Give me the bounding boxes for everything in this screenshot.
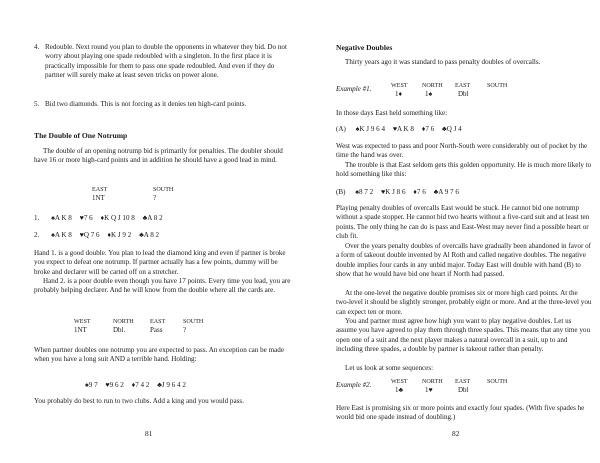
hand-2 <box>34 231 165 239</box>
auction-bid: ? <box>183 326 187 334</box>
diamonds-holding: ♦7 4 2 <box>131 381 150 389</box>
clubs-holding: ♣J 9 6 4 2 <box>157 381 186 389</box>
paragraph: Playing penalty doubles of overcalls East would be stuck. He cannot bid one notrump without a spade stopper. He cannot bid two hearts without a five-card suit and at least ten points. The only thing he can do is pass and East-West may never find a possible heart or club fit. <box>336 204 590 241</box>
spades-holding: ♠A K 8 <box>51 214 72 222</box>
item-number: 4. <box>34 43 40 51</box>
paragraph: You probably do best to run to two clubs. Add a king and you would pass. <box>34 397 244 405</box>
auction-header: SOUTH <box>183 319 204 325</box>
auction-header: SOUTH <box>153 187 174 193</box>
auction-table <box>300 378 600 398</box>
right-page <box>300 0 600 463</box>
paragraph: Here East is promising six or more points and exactly four spades. (With five spades he would bid one spade instead of doubling.) <box>336 404 585 422</box>
auction-header: SOUTH <box>487 379 508 385</box>
hand-3 <box>85 381 192 389</box>
auction-table <box>300 82 600 102</box>
clubs-holding: ♣A 8 2 <box>139 231 160 239</box>
section-heading: The Double of One Notrump <box>34 131 128 140</box>
spades-holding: ♠9 7 <box>85 381 98 389</box>
auction-bid: 1♦ <box>395 90 403 98</box>
paragraph: When partner doubles one notrump you are expected to pass. An exception can be made when you have a long suit AND a terrible hand. Holding: <box>34 346 284 364</box>
paragraph: Thirty years ago it was standard to pass penalty doubles of overcalls. <box>345 58 541 66</box>
section-heading: Negative Doubles <box>336 43 393 52</box>
auction-header: SOUTH <box>487 83 508 89</box>
auction-bid: 1NT <box>74 326 87 334</box>
spades-holding: ♠8 7 2 <box>355 188 374 196</box>
hand-label: (A) <box>336 125 346 133</box>
auction-header: NORTH <box>422 379 443 385</box>
paragraph: Hand 2. is a poor double even though you have 17 points. Every time you lead, you are probably helping declarer. And he will know from the double where all the cards are. <box>34 277 291 295</box>
hand-1 <box>34 214 169 222</box>
paragraph: The double of an opening notrump bid is primarily for penalties. The doubler should have 16 or more high-card points and in addition he should have a good lead in mind. <box>34 147 283 165</box>
auction-bid: Dbl <box>458 90 469 98</box>
auction-bid: 1♠ <box>425 90 433 98</box>
auction-header: EAST <box>150 319 166 325</box>
paragraph: Over the years penalty doubles of overcalls have gradually been abandoned in favor of a form of takeout double invented by Al Roth and called negative doubles. The negative double implies four cards in any unbid major. Today East will double with hand (B) to show that he would have bid one heart if North had passed. <box>336 242 592 279</box>
hearts-holding: ♥9 6 2 <box>105 381 124 389</box>
clubs-holding: ♣A 9 7 6 <box>433 188 459 196</box>
paragraph: West was expected to pass and poor North-South were considerably out of pocket by the time the hand was over. <box>336 142 588 160</box>
item-text: Bid two diamonds. This is not forcing as it denies ten high-card points. <box>45 100 247 108</box>
paragraph: Let us look at some sequences: <box>345 364 434 372</box>
spades-holding: ♠A K 8 <box>51 231 72 239</box>
page-number: 82 <box>452 429 460 438</box>
example-label: Example #1. <box>336 85 372 93</box>
auction-table <box>0 318 300 338</box>
auction-bid: 1♥ <box>425 386 433 394</box>
auction-bid: Pass <box>150 326 163 334</box>
diamonds-holding: ♦K J 9 2 <box>107 231 132 239</box>
hand-label: (B) <box>336 188 346 196</box>
hand-b <box>336 188 465 196</box>
auction-header: WEST <box>391 83 408 89</box>
paragraph: The trouble is that East seldom gets this golden opportunity. He is much more likely to hold something like this: <box>336 161 592 179</box>
paragraph: In those days East held something like: <box>336 109 448 117</box>
example-label: Example #2. <box>336 381 372 389</box>
auction-header: EAST <box>455 83 471 89</box>
hearts-holding: ♥7 6 <box>79 214 93 222</box>
hearts-holding: ♥A K 8 <box>392 125 414 133</box>
hearts-holding: ♥K J 8 6 <box>381 188 406 196</box>
diamonds-holding: ♦7 6 <box>421 125 435 133</box>
auction-header: NORTH <box>422 83 443 89</box>
auction-header: EAST <box>455 379 471 385</box>
item-text: Redouble. Next round you plan to double the opponents in whatever they bid. Do not worry about playing one spade redoubled with a singleton. In the first place it is practically impossible for them to pass one spade redoubled. And even if they do partner will surely make at least seven tricks on power alone. <box>45 43 287 80</box>
diamonds-holding: ♦7 6 <box>413 188 426 196</box>
auction-bid: Dbl. <box>113 326 126 334</box>
paragraph: You and partner must agree how high you want to play negative doubles. Let us assume you have agreed to play them through three spades. This means that any time you open one of a suit and the next player makes a natural overcall in a suit, up to and including three spades, a double by partner is takeout rather than penalty. <box>336 317 590 354</box>
paragraph: Hand 1. is a good double. You plan to lead the diamond king and even if partner is broke you expect to defeat one notrump. If partner actually has a few points, dummy will be broke and declarer will be carted off on a stretcher. <box>34 249 286 276</box>
hand-label: 2. <box>34 231 40 239</box>
auction-bid: 1♣ <box>395 386 404 394</box>
item-number: 5. <box>34 100 40 108</box>
auction-header: WEST <box>391 379 408 385</box>
page-number: 81 <box>145 429 153 438</box>
clubs-holding: ♣A 8 2 <box>142 214 163 222</box>
auction-table <box>0 186 300 206</box>
diamonds-holding: ♦K Q J 10 8 <box>100 214 135 222</box>
auction-bid: Dbl <box>458 386 469 394</box>
hand-label: 1. <box>34 214 40 222</box>
hearts-holding: ♥Q 7 6 <box>79 231 100 239</box>
hand-a <box>336 125 468 133</box>
auction-bid: 1NT <box>92 194 105 202</box>
auction-header: WEST <box>74 319 91 325</box>
clubs-holding: ♣Q J 4 <box>442 125 462 133</box>
spades-holding: ♠K J 9 6 4 <box>355 125 386 133</box>
auction-bid: ? <box>153 194 157 202</box>
auction-header: NORTH <box>113 319 134 325</box>
auction-header: EAST <box>92 187 108 193</box>
paragraph: At the one-level the negative double promises six or more high card points. At the two-level it should be slightly stronger, probably eight or more. And at the three-level you can expect ten or more. <box>336 289 592 316</box>
